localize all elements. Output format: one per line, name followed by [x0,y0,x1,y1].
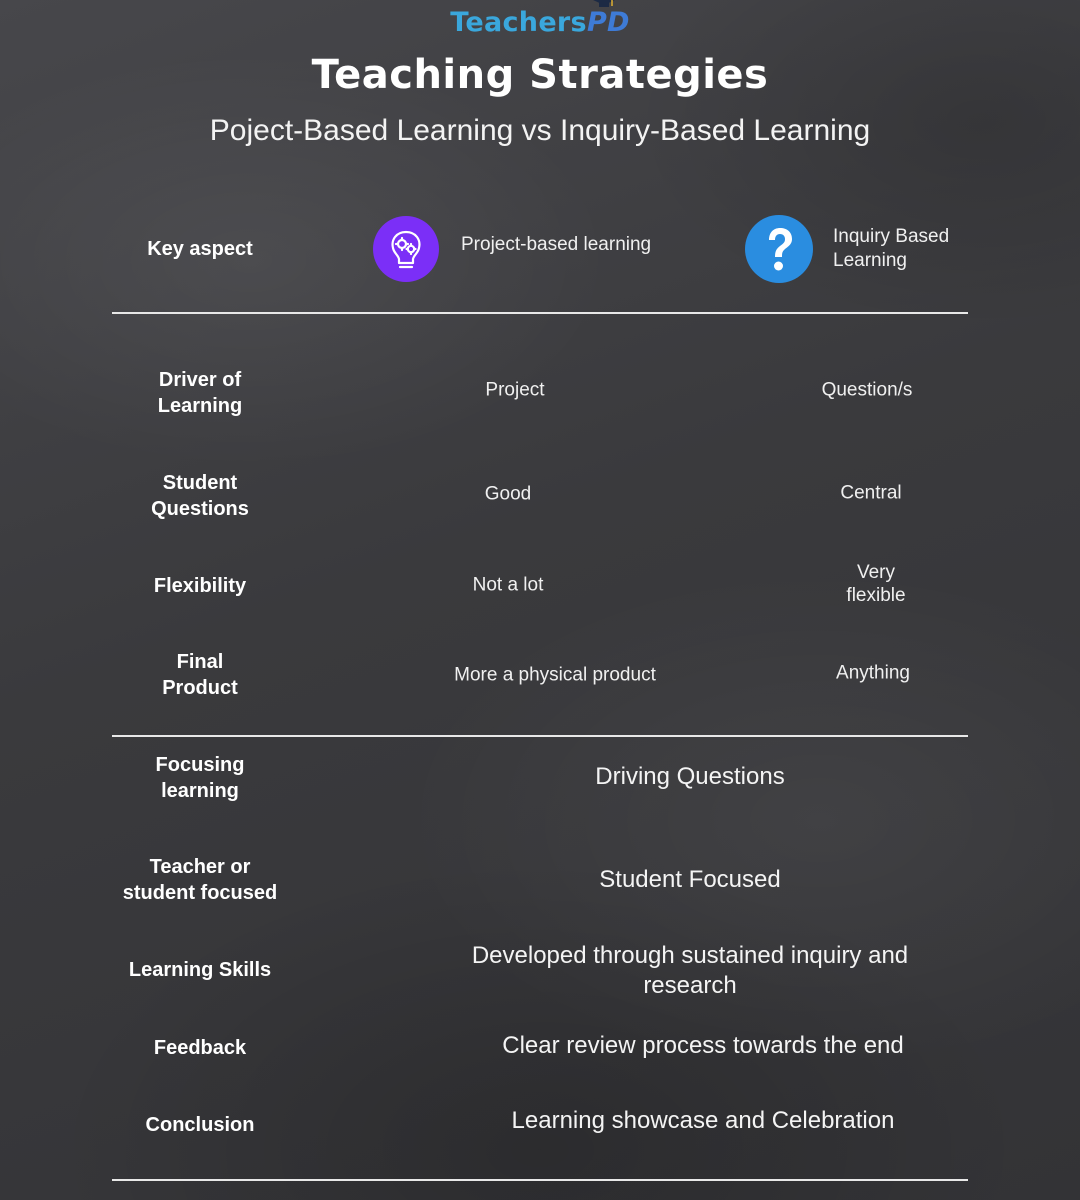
logo-text-pd: PD [587,7,630,38]
divider-middle [112,735,968,737]
page-subtitle: Poject-Based Learning vs Inquiry-Based Learning [209,114,871,147]
row-ibl-driver-of-learning: Question/s [821,379,913,401]
row-pbl-flexibility: Not a lot [472,574,544,596]
divider-top [112,312,968,314]
row-aspect-flexibility: Flexibility [153,575,247,597]
logo-text-teachers: Teachers [450,6,587,38]
row-aspect-final-product: Final Product [162,651,238,699]
row-aspect-conclusion: Conclusion [145,1114,255,1136]
row-shared-learning-skills: Developed through sustained inquiry and research [471,942,909,999]
header-key-aspect: Key aspect [147,238,253,260]
row-shared-conclusion: Learning showcase and Celebration [511,1107,895,1134]
row-aspect-focusing-learning: Focusing learning [155,754,245,802]
row-pbl-driver-of-learning: Project [485,379,545,401]
row-aspect-learning-skills: Learning Skills [128,959,272,981]
row-pbl-student-questions: Good [484,483,532,505]
question-mark-icon [745,215,813,283]
row-ibl-final-product: Anything [836,662,910,684]
row-shared-teacher-or-student: Student Focused [599,866,781,893]
header-project-based-learning: Project-based learning [461,234,652,255]
graduation-cap-icon [593,0,615,9]
row-shared-focusing-learning: Driving Questions [595,763,785,790]
row-aspect-student-questions: Student Questions [151,472,249,520]
page-title: Teaching Strategies [311,52,769,98]
row-aspect-teacher-or-student: Teacher or student focused [122,856,278,904]
row-aspect-feedback: Feedback [153,1037,247,1059]
lightbulb-gears-icon [373,216,439,282]
divider-bottom [112,1179,968,1181]
row-pbl-final-product: More a physical product [454,664,656,686]
row-ibl-student-questions: Central [840,482,902,504]
row-ibl-flexibility: Very flexible [846,562,906,606]
row-shared-feedback: Clear review process towards the end [502,1032,904,1059]
teacherspd-logo [0,2,1080,42]
row-aspect-driver-of-learning: Driver of Learning [157,369,243,417]
header-inquiry-based-learning: Inquiry Based Learning [833,226,950,271]
